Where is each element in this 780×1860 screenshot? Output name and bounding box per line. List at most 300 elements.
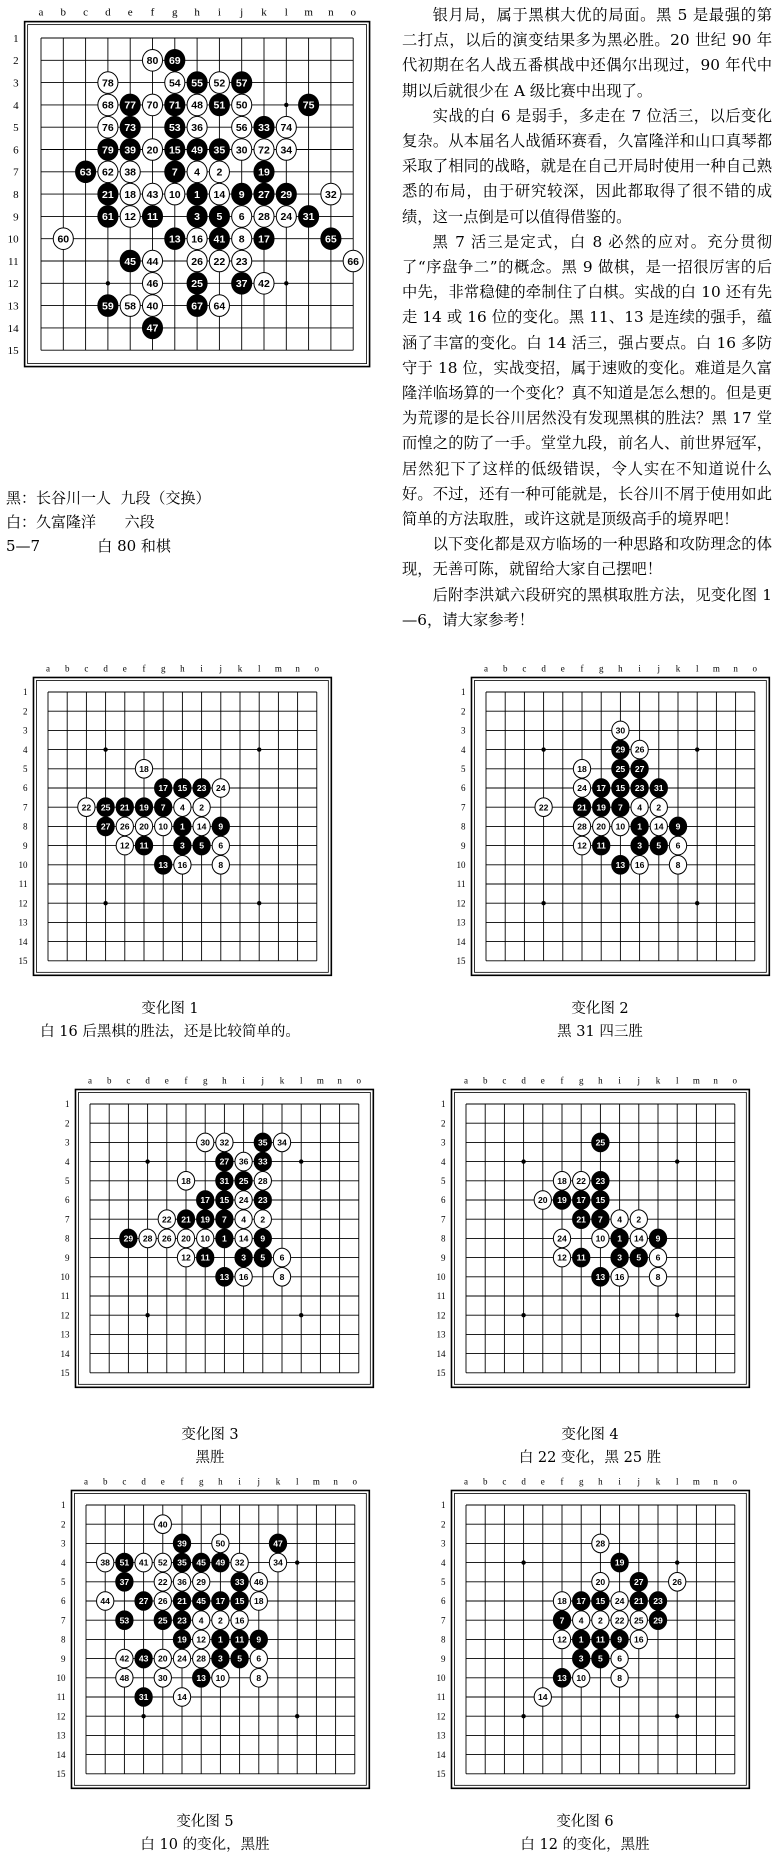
stone-move-number: 15 [168,144,181,157]
column-label: e [160,1476,165,1487]
row-label: 15 [7,345,19,358]
column-label: n [333,1476,338,1487]
variation-caption-3 [100,1424,320,1470]
row-label: 5 [440,1175,446,1186]
stone-move-number: 27 [219,1156,230,1167]
column-label: k [237,663,243,674]
stone-move-number: 37 [235,278,248,291]
stone-move-number: 25 [191,278,203,291]
stone-move-number: 2 [260,1214,266,1225]
column-label: d [141,1476,146,1487]
stone-move-number: 23 [634,783,645,794]
row-label: 2 [64,1118,70,1129]
stone-move-number: 10 [215,1672,226,1683]
column-label: n [713,1075,718,1086]
stone-move-number: 5 [636,1252,642,1263]
stone-move-number: 71 [168,99,181,112]
row-label: 10 [60,1271,70,1282]
stone-move-number: 18 [557,1596,567,1607]
column-label: i [618,1476,621,1487]
stone-move-number: 18 [181,1175,191,1186]
commentary-paragraph: 黑 7 活三是定式，白 8 必然的应对。充分贯彻了“序盘争二”的概念。黑 9 做棋，是一招很厉害的后中先，非常稳健的牵制住了白棋。实战的白 10 还有先走 14 或 16 位的变化。黑 11、13 是连续的强手，蕴涵了丰富的变化。白 14 活三，强占要点。白 16 多防守于 18 位，实战变招，属于速败的变化。难道是久富隆洋临场算的一个变化？真不知道是怎么想的。但是更为荒谬的是长谷川居然没有发现黑棋的胜法？黑 17 堂而惶之的防了一手。堂堂九段，前名人、前世界冠军，居然犯下了这样的低级错误，令人实在不知道说什么好。不过，还有一种可能就是，长谷川不屑于使用如此简单的方法取胜，或许这就是顶级高手的境界吧！ [402,232,772,529]
stone-move-number: 7 [160,802,166,813]
column-label: a [46,663,50,674]
star-point [675,1714,679,1718]
stone-move-number: 48 [191,99,203,112]
stone-move-number: 11 [576,1252,586,1263]
stone-move-number: 21 [634,1596,644,1607]
column-label: b [502,663,508,674]
star-point [695,747,699,751]
row-label: 12 [436,1310,446,1321]
stone-move-number: 74 [280,121,293,134]
row-label: 10 [436,1672,446,1683]
stone-move-number: 4 [617,1214,622,1225]
column-label: k [655,1476,661,1487]
star-point [541,901,545,905]
stone-move-number: 8 [238,233,245,246]
stone-move-number: 18 [254,1596,264,1607]
stone-move-number: 11 [235,1634,245,1645]
stone-move-number: 2 [199,802,204,813]
stone-move-number: 43 [138,1653,149,1664]
stone-move-number: 33 [234,1576,245,1587]
row-label: 8 [460,821,466,832]
column-label: a [88,1075,92,1086]
stone-move-number: 57 [235,77,248,90]
row-label: 12 [7,278,19,291]
column-label: d [541,663,546,674]
variation-note: 白 12 的变化，黑胜 [520,1837,650,1853]
column-label: i [638,663,641,674]
stone-move-number: 22 [614,1615,625,1626]
column-label: a [464,1075,468,1086]
stone-move-number: 30 [235,144,248,157]
stone-move-number: 23 [258,1195,268,1206]
stone-move-number: 15 [595,1596,606,1607]
row-label: 1 [460,687,466,698]
stone-move-number: 19 [200,1214,210,1225]
stone-move-number: 27 [634,763,645,774]
row-label: 7 [440,1615,446,1626]
stone-move-number: 39 [177,1538,187,1549]
stone-move-number: 5 [598,1653,603,1664]
stone-move-number: 25 [595,1137,606,1148]
stone-move-number: 12 [120,840,130,851]
star-point [299,1159,303,1163]
variation-board-3 [48,1076,368,1410]
variation-board-5-svg [44,1477,364,1811]
row-label: 12 [18,898,28,909]
stone-move-number: 59 [102,300,114,313]
stone-move-number: 28 [142,1233,153,1244]
main-board [2,2,360,392]
stone-move-number: 20 [146,144,159,157]
row-label: 11 [436,1291,446,1302]
column-label: a [464,1476,468,1487]
column-label: c [122,1476,127,1487]
column-label: i [618,1075,621,1086]
stone-move-number: 31 [219,1175,230,1186]
stone-move-number: 23 [595,1175,606,1186]
stone-move-number: 36 [191,121,203,134]
row-label: 5 [13,122,19,135]
stone-move-number: 25 [615,763,626,774]
stone-move-number: 46 [254,1576,264,1587]
row-label: 5 [440,1576,446,1587]
stone-move-number: 24 [177,1653,187,1664]
stone-move-number: 77 [124,99,137,112]
stone-move-number: 11 [139,840,149,851]
stone-move-number: 29 [123,1233,134,1244]
column-label: o [350,6,356,19]
row-label: 6 [460,783,466,794]
column-label: h [194,6,200,19]
variation-caption-2 [480,998,720,1044]
column-label: j [657,663,661,674]
stone-move-number: 45 [196,1596,206,1607]
stone-move-number: 17 [200,1195,210,1206]
column-label: l [299,1075,303,1086]
commentary-paragraph: 实战的白 6 是弱手，多走在 7 位活三，以后变化复杂。从本届名人战循环赛看，久富隆洋和山口真琴都采取了相同的战略，就是在自己开局时使用一种自己熟悉的布局，由于研究较深，因此都取得了很不错的成绩，这一点倒是可以值得借鉴的。 [402,106,772,226]
stone-move-number: 21 [177,1596,187,1607]
row-label: 3 [440,1538,446,1549]
stone-move-number: 20 [181,1233,191,1244]
stone-move-number: 7 [559,1615,565,1626]
stone-move-number: 3 [617,1252,622,1263]
game-result: 5—7 白 80 和棋 [6,537,171,555]
row-label: 14 [436,1348,446,1359]
stone-move-number: 13 [219,1271,230,1282]
star-point [521,1159,525,1163]
row-label: 4 [460,744,466,755]
row-label: 11 [56,1692,66,1703]
stone-move-number: 6 [675,840,681,851]
stone-move-number: 15 [595,1195,606,1206]
stone-move-number: 15 [615,783,626,794]
stone-move-number: 2 [656,802,662,813]
stone-move-number: 18 [577,763,587,774]
stone-move-number: 13 [196,1672,206,1683]
column-label: f [142,663,146,674]
variation-caption-5 [90,1811,320,1857]
column-label: f [180,1476,184,1487]
stone-move-number: 7 [598,1214,603,1225]
row-label: 2 [22,706,28,717]
row-label: 11 [436,1692,446,1703]
stone-move-number: 7 [222,1214,227,1225]
stone-move-number: 27 [258,188,270,201]
row-label: 9 [440,1653,446,1664]
stone-move-number: 9 [655,1233,661,1244]
column-label: k [261,6,267,19]
row-label: 7 [440,1214,446,1225]
stone-move-number: 26 [158,1596,168,1607]
stone-move-number: 38 [100,1557,110,1568]
stone-move-number: 13 [615,859,626,870]
stone-move-number: 6 [655,1252,661,1263]
stone-move-number: 40 [158,1519,168,1530]
stone-move-number: 13 [557,1672,567,1683]
stone-move-number: 34 [280,144,293,157]
column-label: h [618,663,623,674]
row-label: 2 [440,1519,446,1530]
stone-move-number: 4 [194,166,201,179]
row-label: 13 [436,1730,446,1741]
variation-board-2-svg [444,664,764,998]
star-point [295,1560,299,1564]
stone-move-number: 16 [634,859,645,870]
stone-move-number: 72 [258,144,270,157]
row-label: 14 [7,322,19,335]
row-label: 9 [64,1252,70,1263]
stone-move-number: 60 [57,233,70,246]
stone-move-number: 2 [598,1615,603,1626]
stone-move-number: 24 [280,211,293,224]
stone-move-number: 9 [617,1634,622,1645]
stone-move-number: 14 [196,821,207,832]
column-label: k [275,1476,281,1487]
row-label: 4 [440,1156,446,1167]
stone-move-number: 9 [256,1634,262,1645]
stone-move-number: 12 [557,1252,567,1263]
column-label: o [752,663,758,674]
variation-board-3-svg [48,1076,368,1410]
stone-move-number: 3 [241,1252,246,1263]
variation-board-1-svg [6,664,326,998]
column-label: d [145,1075,150,1086]
stone-move-number: 25 [238,1175,249,1186]
row-label: 15 [436,1768,446,1779]
column-label: d [521,1075,526,1086]
star-point [106,281,110,285]
column-label: m [316,1075,324,1086]
variation-board-1 [6,664,326,998]
star-point [675,1560,679,1564]
row-label: 10 [436,1271,446,1282]
stone-move-number: 36 [238,1156,249,1167]
row-label: 3 [440,1137,446,1148]
row-label: 15 [456,955,466,966]
stone-move-number: 41 [138,1557,149,1568]
row-label: 8 [440,1634,446,1645]
stone-move-number: 32 [325,188,337,201]
star-point [521,1313,525,1317]
column-label: c [522,663,527,674]
row-label: 9 [22,840,28,851]
row-label: 3 [13,77,19,90]
stone-move-number: 69 [168,55,181,68]
row-label: 10 [7,233,19,246]
stone-move-number: 35 [258,1137,268,1148]
stone-move-number: 14 [238,1233,249,1244]
stone-move-number: 4 [637,802,642,813]
row-label: 12 [56,1711,66,1722]
stone-move-number: 76 [102,121,114,134]
column-label: l [675,1075,679,1086]
column-label: c [502,1476,507,1487]
star-point [695,901,699,905]
stone-move-number: 49 [215,1557,226,1568]
stone-move-number: 24 [216,783,226,794]
variation-title: 变化图 1 [141,1001,199,1017]
variation-board-4-svg [424,1076,744,1410]
stone-move-number: 13 [168,233,181,246]
stone-move-number: 16 [177,859,188,870]
stone-move-number: 1 [222,1233,227,1244]
column-label: b [482,1075,488,1086]
row-label: 4 [440,1557,446,1568]
column-label: a [484,663,488,674]
stone-move-number: 11 [596,840,606,851]
stone-move-number: 62 [102,166,114,179]
column-label: n [733,663,738,674]
column-label: m [692,1075,700,1086]
row-label: 13 [436,1329,446,1340]
stone-move-number: 26 [191,255,203,268]
column-label: h [598,1075,603,1086]
stone-move-number: 31 [302,211,315,224]
column-label: d [521,1476,526,1487]
row-label: 13 [56,1730,66,1741]
variation-title: 变化图 4 [561,1427,619,1443]
stone-move-number: 1 [578,1634,584,1645]
variation-board-6-svg [424,1477,744,1811]
stone-move-number: 29 [196,1576,206,1587]
column-label: g [578,1075,584,1086]
stone-move-number: 16 [634,1634,644,1645]
column-label: m [312,1476,320,1487]
stone-move-number: 28 [577,821,587,832]
stone-move-number: 1 [637,821,642,832]
column-label: a [38,6,44,19]
stone-move-number: 61 [102,211,114,224]
stone-move-number: 30 [200,1137,210,1148]
row-label: 5 [22,763,28,774]
row-label: 6 [13,144,19,157]
stone-move-number: 40 [146,300,159,313]
column-label: d [105,6,111,19]
stone-move-number: 75 [302,99,315,112]
stone-move-number: 45 [196,1557,206,1568]
column-label: f [184,1075,188,1086]
variation-board-6 [424,1477,744,1811]
column-label: o [314,663,320,674]
row-label: 14 [436,1749,446,1760]
stone-move-number: 29 [653,1615,663,1626]
column-label: l [295,1476,299,1487]
stone-move-number: 25 [634,1615,644,1626]
stone-move-number: 33 [258,1156,268,1167]
stone-move-number: 52 [158,1557,168,1568]
row-label: 13 [18,917,28,928]
stone-move-number: 42 [258,278,270,291]
row-label: 7 [22,802,28,813]
column-label: l [284,6,288,19]
stone-move-number: 20 [596,821,606,832]
stone-move-number: 13 [158,859,168,870]
stone-move-number: 54 [168,77,181,90]
stone-move-number: 3 [218,1653,223,1664]
row-label: 10 [456,859,466,870]
stone-move-number: 15 [234,1596,245,1607]
stone-move-number: 22 [576,1175,586,1186]
row-label: 15 [56,1768,66,1779]
column-label: j [637,1476,641,1487]
row-label: 1 [440,1500,446,1511]
column-label: j [637,1075,641,1086]
stone-move-number: 47 [146,322,159,335]
stone-move-number: 23 [653,1596,663,1607]
stone-move-number: 4 [198,1615,204,1626]
row-label: 1 [440,1099,446,1110]
row-label: 3 [22,725,28,736]
stone-move-number: 53 [168,121,181,134]
stone-move-number: 3 [194,211,201,224]
stone-move-number: 55 [191,77,203,90]
row-label: 1 [60,1500,66,1511]
column-label: m [304,6,313,19]
stone-move-number: 20 [139,821,149,832]
stone-move-number: 48 [119,1672,130,1683]
stone-move-number: 2 [218,1615,223,1626]
star-point [257,901,261,905]
row-label: 8 [13,188,19,201]
stone-move-number: 39 [124,144,137,157]
stone-move-number: 35 [213,144,226,157]
row-label: 7 [13,166,19,179]
row-label: 8 [60,1634,66,1645]
stone-move-number: 24 [577,783,587,794]
column-label: h [218,1476,223,1487]
star-point [284,103,288,107]
stone-move-number: 22 [538,802,549,813]
row-label: 7 [460,802,466,813]
stone-move-number: 3 [180,840,185,851]
variation-board-4 [424,1076,744,1410]
row-label: 6 [64,1195,70,1206]
stone-move-number: 8 [256,1672,262,1683]
row-label: 11 [18,879,28,890]
row-label: 12 [436,1711,446,1722]
stone-move-number: 17 [258,233,270,246]
column-label: f [580,663,584,674]
row-label: 5 [460,763,466,774]
stone-move-number: 7 [618,802,623,813]
stone-move-number: 12 [557,1634,567,1645]
commentary-paragraph: 后附李洪斌六段研究的黑棋取胜方法，见变化图 1—6，请大家参考！ [402,585,772,629]
row-label: 2 [13,55,19,68]
star-point [141,1714,145,1718]
row-label: 1 [22,687,28,698]
stone-move-number: 28 [258,1175,268,1186]
column-label: e [560,663,565,674]
row-label: 9 [440,1252,446,1263]
stone-move-number: 1 [218,1634,223,1645]
stone-move-number: 26 [162,1233,172,1244]
stone-move-number: 8 [675,859,681,870]
stone-move-number: 19 [258,166,270,179]
column-label: c [502,1075,507,1086]
stone-move-number: 23 [235,255,248,268]
main-board-svg [2,2,360,392]
column-label: b [102,1476,108,1487]
row-label: 14 [18,936,28,947]
variation-board-2 [444,664,764,998]
row-label: 4 [64,1156,70,1167]
row-label: 4 [60,1557,66,1568]
column-label: m [712,663,720,674]
